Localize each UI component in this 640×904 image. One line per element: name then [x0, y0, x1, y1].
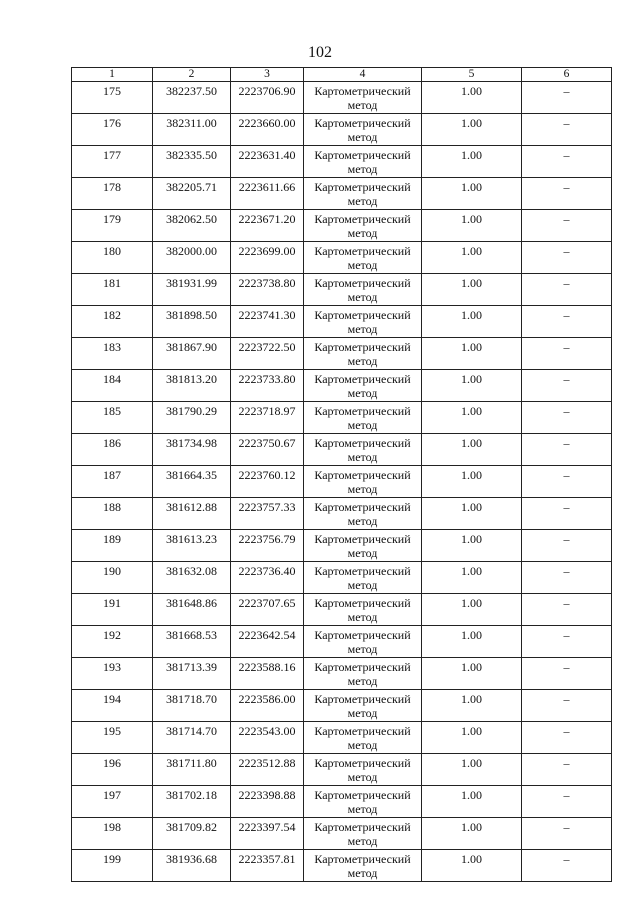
- accuracy-cell: 1.00: [422, 498, 522, 530]
- table-row: [72, 498, 612, 530]
- accuracy-cell: 1.00: [422, 530, 522, 562]
- method-line-2: метод: [347, 610, 378, 624]
- x-coordinate-cell: 382205.71: [153, 178, 231, 210]
- table-row: [72, 754, 612, 786]
- point-number-cell: 175: [72, 82, 153, 114]
- x-coordinate-cell: 381668.53: [153, 626, 231, 658]
- method-cell: [304, 178, 422, 210]
- method-line-1: Картометрический: [314, 564, 411, 578]
- x-coordinate-cell: 381790.29: [153, 402, 231, 434]
- method-cell: [304, 690, 422, 722]
- point-number-cell: 199: [72, 850, 153, 882]
- method-line-1: Картометрический: [314, 180, 411, 194]
- method-line-2: метод: [347, 642, 378, 656]
- y-coordinate-cell: 2223750.67: [231, 434, 304, 466]
- method-line-2: метод: [347, 834, 378, 848]
- point-number-cell: 190: [72, 562, 153, 594]
- point-number-cell: 195: [72, 722, 153, 754]
- x-coordinate-cell: 381931.99: [153, 274, 231, 306]
- note-cell: –: [522, 210, 612, 242]
- accuracy-cell: 1.00: [422, 338, 522, 370]
- accuracy-cell: 1.00: [422, 434, 522, 466]
- method-line-2: метод: [347, 354, 378, 368]
- y-coordinate-cell: 2223642.54: [231, 626, 304, 658]
- method-cell: [304, 434, 422, 466]
- method-cell: [304, 114, 422, 146]
- note-cell: –: [522, 626, 612, 658]
- x-coordinate-cell: 381718.70: [153, 690, 231, 722]
- method-cell: [304, 338, 422, 370]
- point-number-cell: 178: [72, 178, 153, 210]
- accuracy-cell: 1.00: [422, 658, 522, 690]
- table-row: [72, 274, 612, 306]
- table-row: [72, 178, 612, 210]
- x-coordinate-cell: 382335.50: [153, 146, 231, 178]
- point-number-cell: 180: [72, 242, 153, 274]
- method-line-1: Картометрический: [314, 244, 411, 258]
- note-cell: –: [522, 850, 612, 882]
- table-row: [72, 690, 612, 722]
- x-coordinate-cell: 381711.80: [153, 754, 231, 786]
- method-line-2: метод: [347, 674, 378, 688]
- y-coordinate-cell: 2223741.30: [231, 306, 304, 338]
- method-line-1: Картометрический: [314, 404, 411, 418]
- note-cell: –: [522, 242, 612, 274]
- table-row: [72, 210, 612, 242]
- point-number-cell: 189: [72, 530, 153, 562]
- note-cell: –: [522, 434, 612, 466]
- y-coordinate-cell: 2223357.81: [231, 850, 304, 882]
- x-coordinate-cell: 382237.50: [153, 82, 231, 114]
- method-cell: [304, 626, 422, 658]
- accuracy-cell: 1.00: [422, 114, 522, 146]
- table-row: [72, 562, 612, 594]
- method-cell: [304, 82, 422, 114]
- y-coordinate-cell: 2223760.12: [231, 466, 304, 498]
- x-coordinate-cell: 381867.90: [153, 338, 231, 370]
- method-line-2: метод: [347, 770, 378, 784]
- note-cell: –: [522, 562, 612, 594]
- method-line-1: Картометрический: [314, 500, 411, 514]
- x-coordinate-cell: 381936.68: [153, 850, 231, 882]
- table-row: [72, 594, 612, 626]
- accuracy-cell: 1.00: [422, 402, 522, 434]
- accuracy-cell: 1.00: [422, 242, 522, 274]
- point-number-cell: 185: [72, 402, 153, 434]
- accuracy-cell: 1.00: [422, 690, 522, 722]
- point-number-cell: 177: [72, 146, 153, 178]
- accuracy-cell: 1.00: [422, 146, 522, 178]
- method-cell: [304, 658, 422, 690]
- note-cell: –: [522, 274, 612, 306]
- y-coordinate-cell: 2223699.00: [231, 242, 304, 274]
- accuracy-cell: 1.00: [422, 370, 522, 402]
- table-row: [72, 850, 612, 882]
- y-coordinate-cell: 2223512.88: [231, 754, 304, 786]
- y-coordinate-cell: 2223660.00: [231, 114, 304, 146]
- table-row: [72, 370, 612, 402]
- y-coordinate-cell: 2223738.80: [231, 274, 304, 306]
- method-cell: [304, 242, 422, 274]
- table-row: [72, 530, 612, 562]
- method-cell: [304, 466, 422, 498]
- column-header-6: 6: [522, 68, 612, 82]
- table-row: [72, 82, 612, 114]
- accuracy-cell: 1.00: [422, 850, 522, 882]
- x-coordinate-cell: 381813.20: [153, 370, 231, 402]
- y-coordinate-cell: 2223736.40: [231, 562, 304, 594]
- column-header-4: 4: [304, 68, 422, 82]
- page-number: 102: [308, 44, 332, 61]
- method-line-2: метод: [347, 866, 378, 880]
- column-header-1: 1: [72, 68, 153, 82]
- note-cell: –: [522, 786, 612, 818]
- x-coordinate-cell: 381714.70: [153, 722, 231, 754]
- point-number-cell: 181: [72, 274, 153, 306]
- accuracy-cell: 1.00: [422, 306, 522, 338]
- accuracy-cell: 1.00: [422, 754, 522, 786]
- coordinates-table: [71, 67, 612, 882]
- point-number-cell: 187: [72, 466, 153, 498]
- table-body: [72, 68, 612, 882]
- method-line-1: Картометрический: [314, 148, 411, 162]
- y-coordinate-cell: 2223706.90: [231, 82, 304, 114]
- method-line-1: Картометрический: [314, 212, 411, 226]
- table-row: [72, 338, 612, 370]
- method-line-2: метод: [347, 450, 378, 464]
- method-line-2: метод: [347, 802, 378, 816]
- method-line-1: Картометрический: [314, 276, 411, 290]
- method-line-1: Картометрический: [314, 532, 411, 546]
- table-row: [72, 434, 612, 466]
- x-coordinate-cell: 381664.35: [153, 466, 231, 498]
- method-line-1: Картометрический: [314, 372, 411, 386]
- note-cell: –: [522, 114, 612, 146]
- x-coordinate-cell: 382311.00: [153, 114, 231, 146]
- note-cell: –: [522, 594, 612, 626]
- x-coordinate-cell: 381612.88: [153, 498, 231, 530]
- method-cell: [304, 818, 422, 850]
- x-coordinate-cell: 381632.08: [153, 562, 231, 594]
- point-number-cell: 197: [72, 786, 153, 818]
- table-row: [72, 114, 612, 146]
- y-coordinate-cell: 2223756.79: [231, 530, 304, 562]
- table-row: [72, 242, 612, 274]
- method-line-2: метод: [347, 578, 378, 592]
- table-row: [72, 626, 612, 658]
- note-cell: –: [522, 690, 612, 722]
- method-line-1: Картометрический: [314, 308, 411, 322]
- method-line-1: Картометрический: [314, 116, 411, 130]
- table-row: [72, 818, 612, 850]
- y-coordinate-cell: 2223631.40: [231, 146, 304, 178]
- method-line-1: Картометрический: [314, 852, 411, 866]
- accuracy-cell: 1.00: [422, 786, 522, 818]
- x-coordinate-cell: 381734.98: [153, 434, 231, 466]
- table-row: [72, 306, 612, 338]
- method-line-2: метод: [347, 322, 378, 336]
- method-line-2: метод: [347, 418, 378, 432]
- method-line-2: метод: [347, 162, 378, 176]
- method-cell: [304, 850, 422, 882]
- accuracy-cell: 1.00: [422, 562, 522, 594]
- point-number-cell: 183: [72, 338, 153, 370]
- method-line-1: Картометрический: [314, 820, 411, 834]
- method-line-2: метод: [347, 130, 378, 144]
- x-coordinate-cell: 381702.18: [153, 786, 231, 818]
- method-cell: [304, 562, 422, 594]
- method-cell: [304, 786, 422, 818]
- y-coordinate-cell: 2223586.00: [231, 690, 304, 722]
- x-coordinate-cell: 381648.86: [153, 594, 231, 626]
- table-row: [72, 722, 612, 754]
- method-line-1: Картометрический: [314, 692, 411, 706]
- accuracy-cell: 1.00: [422, 178, 522, 210]
- method-cell: [304, 754, 422, 786]
- method-line-2: метод: [347, 738, 378, 752]
- table-row: [72, 658, 612, 690]
- y-coordinate-cell: 2223611.66: [231, 178, 304, 210]
- method-line-1: Картометрический: [314, 84, 411, 98]
- method-line-1: Картометрический: [314, 340, 411, 354]
- method-line-1: Картометрический: [314, 756, 411, 770]
- point-number-cell: 184: [72, 370, 153, 402]
- table-header-row: [72, 68, 612, 82]
- table-row: [72, 466, 612, 498]
- method-line-2: метод: [347, 514, 378, 528]
- point-number-cell: 188: [72, 498, 153, 530]
- method-line-2: метод: [347, 98, 378, 112]
- note-cell: –: [522, 178, 612, 210]
- x-coordinate-cell: 381713.39: [153, 658, 231, 690]
- x-coordinate-cell: 381613.23: [153, 530, 231, 562]
- note-cell: –: [522, 722, 612, 754]
- table-row: [72, 146, 612, 178]
- method-cell: [304, 306, 422, 338]
- method-cell: [304, 274, 422, 306]
- point-number-cell: 191: [72, 594, 153, 626]
- point-number-cell: 198: [72, 818, 153, 850]
- accuracy-cell: 1.00: [422, 722, 522, 754]
- point-number-cell: 194: [72, 690, 153, 722]
- x-coordinate-cell: 382000.00: [153, 242, 231, 274]
- accuracy-cell: 1.00: [422, 818, 522, 850]
- method-line-1: Картометрический: [314, 660, 411, 674]
- y-coordinate-cell: 2223398.88: [231, 786, 304, 818]
- table-row: [72, 402, 612, 434]
- method-line-2: метод: [347, 226, 378, 240]
- accuracy-cell: 1.00: [422, 594, 522, 626]
- y-coordinate-cell: 2223733.80: [231, 370, 304, 402]
- method-line-2: метод: [347, 706, 378, 720]
- accuracy-cell: 1.00: [422, 466, 522, 498]
- method-line-1: Картометрический: [314, 436, 411, 450]
- column-header-2: 2: [153, 68, 231, 82]
- y-coordinate-cell: 2223397.54: [231, 818, 304, 850]
- accuracy-cell: 1.00: [422, 626, 522, 658]
- note-cell: –: [522, 530, 612, 562]
- method-cell: [304, 146, 422, 178]
- table-row: [72, 786, 612, 818]
- x-coordinate-cell: 382062.50: [153, 210, 231, 242]
- method-line-2: метод: [347, 482, 378, 496]
- accuracy-cell: 1.00: [422, 82, 522, 114]
- point-number-cell: 196: [72, 754, 153, 786]
- note-cell: –: [522, 818, 612, 850]
- note-cell: –: [522, 338, 612, 370]
- note-cell: –: [522, 658, 612, 690]
- accuracy-cell: 1.00: [422, 210, 522, 242]
- column-header-3: 3: [231, 68, 304, 82]
- point-number-cell: 179: [72, 210, 153, 242]
- method-cell: [304, 210, 422, 242]
- method-cell: [304, 530, 422, 562]
- method-line-1: Картометрический: [314, 596, 411, 610]
- method-line-2: метод: [347, 258, 378, 272]
- method-line-1: Картометрический: [314, 628, 411, 642]
- y-coordinate-cell: 2223722.50: [231, 338, 304, 370]
- method-line-1: Картометрический: [314, 468, 411, 482]
- method-cell: [304, 498, 422, 530]
- method-line-2: метод: [347, 386, 378, 400]
- point-number-cell: 176: [72, 114, 153, 146]
- method-line-2: метод: [347, 194, 378, 208]
- method-cell: [304, 370, 422, 402]
- note-cell: –: [522, 498, 612, 530]
- y-coordinate-cell: 2223757.33: [231, 498, 304, 530]
- method-cell: [304, 722, 422, 754]
- x-coordinate-cell: 381898.50: [153, 306, 231, 338]
- point-number-cell: 193: [72, 658, 153, 690]
- y-coordinate-cell: 2223718.97: [231, 402, 304, 434]
- method-line-1: Картометрический: [314, 724, 411, 738]
- point-number-cell: 186: [72, 434, 153, 466]
- method-cell: [304, 402, 422, 434]
- y-coordinate-cell: 2223707.65: [231, 594, 304, 626]
- x-coordinate-cell: 381709.82: [153, 818, 231, 850]
- point-number-cell: 192: [72, 626, 153, 658]
- y-coordinate-cell: 2223543.00: [231, 722, 304, 754]
- column-header-5: 5: [422, 68, 522, 82]
- note-cell: –: [522, 146, 612, 178]
- note-cell: –: [522, 306, 612, 338]
- point-number-cell: 182: [72, 306, 153, 338]
- method-line-1: Картометрический: [314, 788, 411, 802]
- method-cell: [304, 594, 422, 626]
- y-coordinate-cell: 2223588.16: [231, 658, 304, 690]
- note-cell: –: [522, 402, 612, 434]
- note-cell: –: [522, 370, 612, 402]
- y-coordinate-cell: 2223671.20: [231, 210, 304, 242]
- note-cell: –: [522, 754, 612, 786]
- note-cell: –: [522, 82, 612, 114]
- accuracy-cell: 1.00: [422, 274, 522, 306]
- method-line-2: метод: [347, 290, 378, 304]
- method-line-2: метод: [347, 546, 378, 560]
- note-cell: –: [522, 466, 612, 498]
